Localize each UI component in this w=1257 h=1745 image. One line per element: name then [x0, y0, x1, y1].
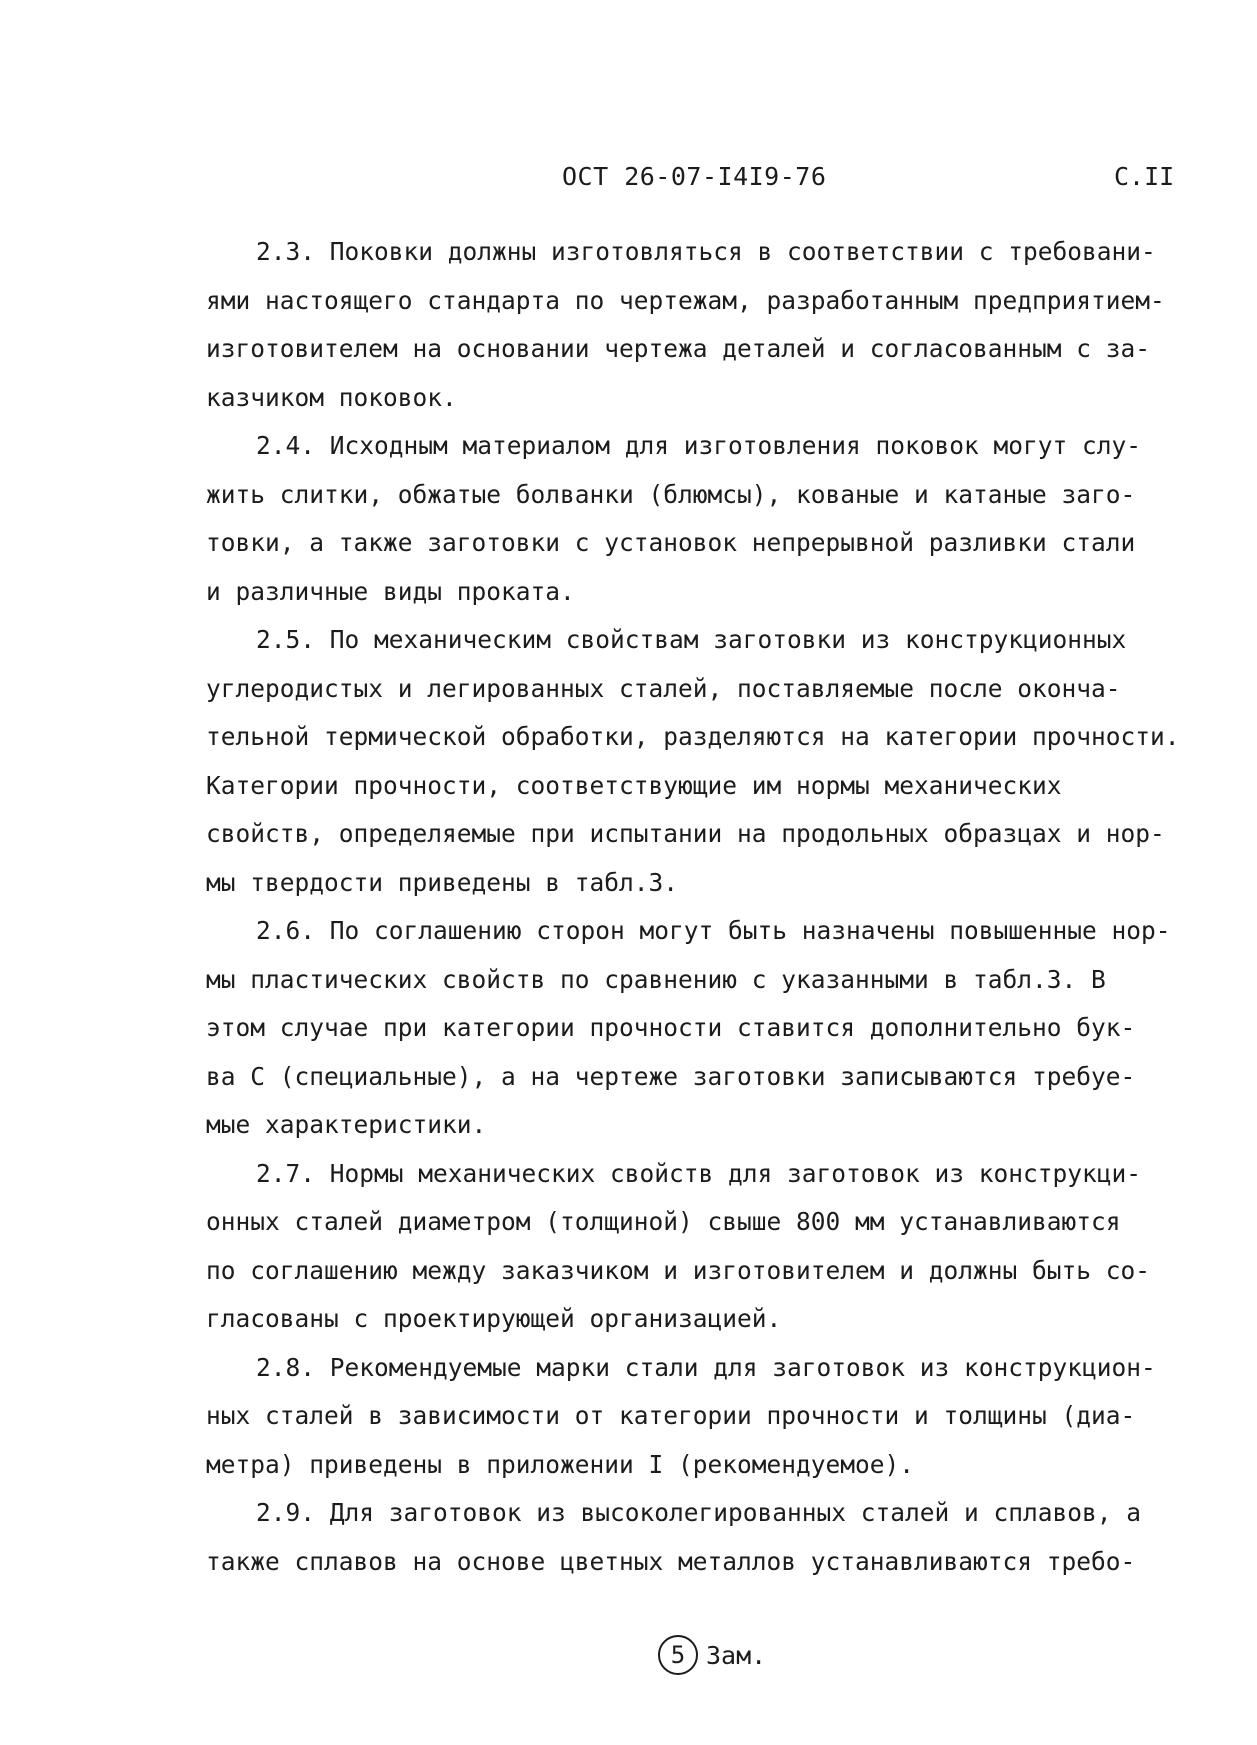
- text-line: ва С (специальные), а на чертеже заготовки записываются требуе-: [206, 1061, 1136, 1091]
- paragraph-2-8: [206, 1344, 1206, 1490]
- text-line: Категории прочности, соответствующие им нормы механических: [206, 770, 1062, 800]
- text-line: свойств, определяемые при испытании на продольных образцах и нор-: [206, 819, 1165, 848]
- text-line: по соглашению между заказчиком и изготовителем и должны быть со-: [206, 1255, 1151, 1285]
- text-line: товки, а также заготовки с установок непрерывной разливки стали: [206, 528, 1136, 557]
- text-line: этом случае при категории прочности ставится дополнительно бук-: [206, 1013, 1136, 1042]
- body-text: [206, 228, 1206, 1586]
- change-label: Зам.: [706, 1640, 767, 1670]
- text-line: углеродистых и легированных сталей, поставляемые после оконча-: [206, 673, 1121, 703]
- paragraph-2-6: [206, 907, 1206, 1150]
- text-line: 2.9. Для заготовок из высоколегированных сталей и сплавов, а: [256, 1498, 1142, 1527]
- text-line: мы твердости приведены в табл.3.: [206, 867, 679, 897]
- text-line: онных сталей диаметром (толщиной) свыше 800 мм устанавливаются: [206, 1207, 1121, 1236]
- text-line: 2.5. По механическим свойствам заготовки из конструкционных: [256, 625, 1127, 654]
- text-line: также сплавов на основе цветных металлов устанавливаются требо-: [206, 1546, 1136, 1576]
- document-code: ОСТ 26-07-I4I9-76: [562, 162, 827, 191]
- text-line: тельной термической обработки, разделяются на категории прочности.: [206, 722, 1180, 751]
- text-line: мы пластических свойств по сравнению с указанными в табл.3. В: [206, 964, 1106, 994]
- text-line: 2.8. Рекомендуемые марки стали для заготовок из конструкцион-: [256, 1352, 1156, 1382]
- paragraph-2-5: [206, 616, 1206, 907]
- text-line: казчиком поковок.: [206, 382, 457, 412]
- text-line: 2.3. Поковки должны изготовляться в соответствии с требовани-: [256, 237, 1156, 266]
- text-line: гласованы с проектирующей организацией.: [206, 1304, 782, 1333]
- text-line: 2.6. По соглашению сторон могут быть назначены повышенные нор-: [256, 916, 1171, 945]
- paragraph-2-7: [206, 1150, 1206, 1344]
- text-line: изготовителем на основании чертежа деталей и согласованным с за-: [206, 334, 1151, 363]
- text-line: метра) приведены в приложении I (рекомендуемое).: [206, 1449, 915, 1479]
- text-line: мые характеристики.: [206, 1110, 487, 1139]
- text-line: жить слитки, обжатые болванки (блюмсы), кованые и катаные заго-: [206, 479, 1136, 509]
- paragraph-2-9: [206, 1489, 1206, 1586]
- text-line: и различные виды проката.: [206, 576, 575, 606]
- text-line: ями настоящего стандарта по чертежам, разработанным предприятием-: [206, 285, 1165, 315]
- text-line: 2.7. Нормы механических свойств для заготовок из конструкци-: [256, 1158, 1142, 1188]
- circled-number: 5: [658, 1635, 698, 1675]
- page-number: С.II: [1114, 162, 1175, 191]
- change-note: [658, 1630, 766, 1680]
- paragraph-2-4: [206, 422, 1206, 616]
- page-header: [0, 162, 1257, 202]
- paragraph-2-3: [206, 228, 1206, 422]
- text-line: 2.4. Исходным материалом для изготовления поковок могут слу-: [256, 431, 1142, 460]
- text-line: ных сталей в зависимости от категории прочности и толщины (диа-: [206, 1401, 1136, 1430]
